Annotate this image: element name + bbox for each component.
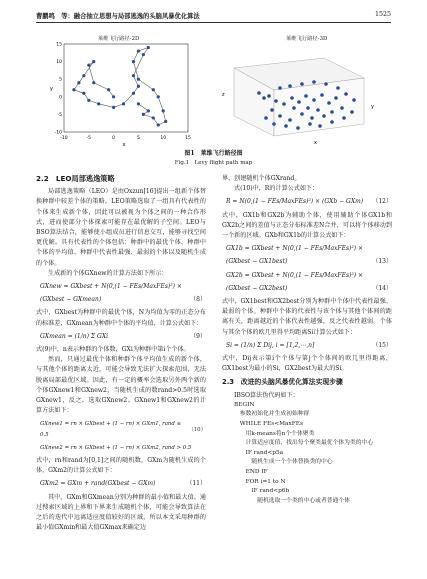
chart-point-2d — [107, 88, 110, 91]
paragraph: 然而，只通过最优个体和种群个体平均值生成的新个体，与其他个体的距离太近，可能会导致无法扩大探索范围，无法脱离局部最优区域。因此，有一定的概率会选取另外两个新的个体GXnew1和GXnew2，当随机生成的数rand>0.5时选取GXnew1，反之，选取GXnew2。GXnew1和GXnew2的计算方法如下： — [36, 356, 206, 415]
figure-levy-flight — [46, 34, 382, 148]
chart-point-3d — [320, 93, 324, 97]
x-tick-label: 0 — [112, 136, 116, 141]
chart-point-2d — [112, 106, 115, 109]
axis-z-label-3d: z — [222, 92, 225, 98]
chart-point-3d — [342, 116, 346, 120]
equation-12: R = N(0,(1 − FEs/MaxFEs)²) × (GXb − GXm) （12） — [226, 198, 392, 206]
chart-point-2d — [147, 46, 150, 49]
chart-point-2d — [92, 81, 95, 84]
equation-11: GXm2 = GXm + rand(GXbest − GXm) （11） — [40, 480, 206, 488]
chart-point-2d — [137, 78, 140, 81]
chart-point-2d — [87, 64, 90, 67]
chart-point-3d — [310, 116, 314, 120]
pseudocode-line: 随机选取一个类的中心或者普通个体 — [234, 497, 350, 504]
levy-2d-chart — [46, 38, 196, 148]
pseudocode-line: IF rand<p6b — [234, 488, 290, 495]
equation-10a: GXnew1 = rn × GXbest + (1 − rn) × GXm1, rand ≤ 0.5 （10） — [40, 421, 206, 438]
chart-point-3d — [297, 100, 301, 104]
chart-point-3d — [336, 86, 340, 90]
chart-point-2d — [82, 74, 85, 77]
chart-point-2d — [157, 95, 160, 98]
y-tick-label: -10 — [54, 130, 62, 136]
pseudocode-line: 随机生成一个个体替换类的中心 — [234, 459, 333, 466]
chart-point-2d — [132, 74, 135, 77]
chart-point-3d — [274, 99, 278, 103]
plot-3d-title: 莱维飞行路径-3D — [286, 36, 328, 42]
chart-point-2d — [157, 123, 160, 126]
chart-point-2d — [122, 102, 125, 105]
chart-point-2d — [142, 53, 145, 56]
chart-point-3d — [312, 80, 316, 84]
chart-point-2d — [152, 116, 155, 119]
y-tick-label: 0 — [59, 95, 62, 101]
chart-point-3d — [267, 94, 271, 98]
paragraph: 局部逃逸策略（LEO）是由Oxzun[16]提出一组新个体替换种群中较差个体的策略。LEO策略选取了一组具有代表性的个体来生成新个体，因此可以被视为个体之间的一种合作形式，进而使部分个体探索可能存在最优解的子空间。LEO与BSO算法结合，能够使小组成员进行信息交互，能够寻找空间更优解。具有代表性的个体包括：种群中的最优个体、种群中个体的平均值、种群中代表性最强、最弱的个体以及随机生成的个体。 — [36, 188, 206, 267]
x-tick-label: 10 — [160, 136, 167, 141]
chart-point-2d — [137, 102, 140, 105]
chart-point-2d — [97, 102, 100, 105]
chart-point-3d — [278, 114, 282, 118]
running-header — [36, 10, 391, 23]
chart-point-3d — [334, 96, 338, 100]
chart-point-2d — [147, 109, 150, 112]
pseudocode-line: WHILE FEs<MaxFEs — [234, 421, 303, 428]
figure-caption-cn: 图1 莱维飞行路径图 — [184, 150, 243, 157]
chart-point-3d — [282, 102, 286, 106]
chart-point-3d — [257, 91, 261, 95]
chart-point-3d — [284, 124, 288, 128]
chart-point-3d — [324, 82, 328, 86]
pseudocode-line: END IF — [234, 469, 268, 476]
chart-point-3d — [296, 126, 300, 130]
chart-point-3d — [330, 120, 334, 124]
axis-y-label-2d: y — [50, 86, 53, 92]
chart-point-2d — [112, 95, 115, 98]
chart-point-3d — [340, 106, 344, 110]
equation-8-cont: (GXbest − GXmean) （8） — [40, 296, 206, 304]
x-tick-label: 5 — [136, 136, 140, 141]
equation-13-cont: (GXbest − GX1best) （13） — [226, 258, 392, 266]
right-column — [222, 174, 392, 506]
paragraph: 式中，rn和rand为[0,1]之间的随机数，GXm为随机生成的个体，GXm2的计算公式如下： — [36, 457, 206, 475]
x-tick-label: -10 — [60, 136, 68, 141]
chart-point-3d — [322, 114, 326, 118]
chart-point-3d — [308, 122, 312, 126]
pseudocode-line: 计算适应度值，找出每个聚类最优个体为类的中心 — [234, 440, 374, 447]
chart-point-2d — [132, 60, 135, 63]
chart-point-3d — [292, 106, 296, 110]
chart-point-3d — [330, 110, 334, 114]
header-page-number: 1525 — [374, 11, 391, 18]
paragraph: 式中，GXbest为种群中的最优个体，N为均值为零的正态分布的标准差，GXmean为种群中个体的平均值，计算公式如下： — [36, 309, 206, 327]
section-title-2-3: 2.3 改进的头脑风暴优化算法实现步骤 — [222, 378, 343, 387]
chart-point-3d — [262, 96, 266, 100]
pseudocode-intro: IBSO算法伪代码如下： — [234, 391, 299, 399]
chart-point-3d — [318, 124, 322, 128]
paragraph: 其中，GXm和GXmean分别为种群的最小值和最大值。通过搜索区域的上界和下界来生成随机个体，可能会导致算法在之后的迭代中远离适应度值较好的区域，所以本文采用种群的最小值GXmin和最大值GXmax来确定边 — [36, 493, 206, 532]
chart-point-3d — [316, 108, 320, 112]
chart-point-2d — [87, 99, 90, 102]
y-tick-label: -5 — [57, 112, 62, 118]
equation-14-cont: (GXbest − GX2best) （14） — [226, 284, 392, 292]
paragraph: 式中，GX1best和GX2best分别为种群中个体中代表性最强、最弱的个体。种群中个体的代表性与该个体与其他个体间的距离有关，距离越近的个体代表性越强，反之代表性越弱。个体与其余个体的欧几里得平均距离Si计算公式如下： — [222, 298, 392, 336]
equation-15: Si = (1/n) Σ Dij, i = [1,2,⋯,n] （15） — [226, 341, 392, 349]
chart-point-3d — [304, 94, 308, 98]
chart-point-2d — [162, 109, 165, 112]
equation-14: GX2b = GXbest + N(0,(1 − FEs/MaxFEs)²) × — [226, 271, 364, 279]
chart-point-3d — [306, 106, 310, 110]
pseudocode-line: BEGIN — [234, 401, 255, 408]
chart-point-2d — [72, 88, 75, 91]
chart-point-3d — [300, 82, 304, 86]
plot-2d-title: 莱维飞行路径-2D — [98, 36, 140, 42]
header-authors-title: 曹鹏鸣 等：融合抽立思想与局部逃逸的头脑风暴优化算法 — [36, 13, 200, 20]
figure-caption-en: Fig.1 Levy flight path map — [174, 160, 253, 166]
equation-13: GX1b = GXbest + N(0,(1 − FEs/MaxFEs)²) × — [226, 245, 364, 253]
paragraph: 式(10)中，R的计算公式如下： — [234, 185, 319, 193]
chart-point-3d — [350, 110, 354, 114]
paragraph: 式中，Dij表示第i个个体与第j个个体间的欧几里得距离，GX1best为最小的Si，GX2best为最大的Si。 — [222, 355, 392, 373]
pseudocode-line: FOR i=1 to N — [234, 478, 286, 485]
paragraph: 生成新的个体GXnew的计算方法如下所示： — [48, 269, 168, 277]
y-tick-label: 5 — [59, 77, 62, 83]
paragraph: 界，创建随机个体GXrand。 — [222, 175, 301, 182]
chart-point-3d — [327, 101, 331, 105]
axis-x-label-2d: x — [122, 142, 126, 148]
chart-point-3d — [288, 84, 292, 88]
chart-point-2d — [77, 81, 80, 84]
chart-point-2d — [164, 120, 167, 123]
equation-8: GXnew = GXbest + N(0,(1 − FEs/MaxFEs)²) × — [40, 283, 182, 291]
x-tick-label: 15 — [185, 136, 191, 141]
paragraph: 式(9)中，n表示种群的个体数，GXi为种群中第i个个体。 — [36, 346, 190, 354]
chart-point-3d — [278, 86, 282, 90]
chart-point-3d — [272, 122, 276, 126]
equation-10b: GXnew2 = rn × GXbest + (1 − rn) × GXm2, rand > 0.5 — [40, 444, 192, 451]
levy-3d-chart — [214, 38, 384, 148]
y-tick-label: 10 — [56, 60, 62, 66]
chart-point-3d — [352, 98, 356, 102]
chart-point-2d — [137, 85, 140, 88]
chart-point-3d — [344, 92, 348, 96]
chart-point-2d — [137, 49, 140, 52]
pseudocode-line: 参数初始化并生成初始种群 — [234, 411, 310, 418]
chart-point-2d — [92, 60, 95, 63]
chart-point-2d — [152, 88, 155, 91]
pseudocode-line: 用k-means将n个个体聚类 — [234, 430, 315, 437]
chart-point-3d — [300, 112, 304, 116]
pseudocode-block — [222, 401, 392, 507]
paragraph: 式中，GX1b和GX2b为辅助个体，使用辅助个体GX1b和GX2b之间的差值与正态分布标准差N合并，可以将个体移动到一个新的区域。GXb和GX1b的计算公式如下： — [222, 211, 392, 240]
axis-x-label-3d: x — [314, 140, 317, 146]
chart-point-3d — [312, 98, 316, 102]
chart-point-2d — [142, 113, 145, 116]
chart-point-3d — [270, 108, 274, 112]
axis-y-label-3d: y — [371, 104, 374, 110]
section-title-2-2: 2.2 LEO局部逃逸策略 — [36, 174, 115, 183]
equation-9: GXmean = (1/n) Σ GXi （9） — [40, 332, 206, 340]
y-tick-label: 15 — [56, 42, 62, 48]
chart-point-3d — [264, 116, 268, 120]
x-tick-label: -5 — [86, 136, 92, 141]
left-column — [36, 174, 206, 534]
chart-point-3d — [288, 118, 292, 122]
pseudocode-line: IF rand<p5a — [234, 449, 284, 456]
chart-point-2d — [132, 92, 135, 95]
chart-point-2d — [82, 92, 85, 95]
chart-point-3d — [290, 96, 294, 100]
